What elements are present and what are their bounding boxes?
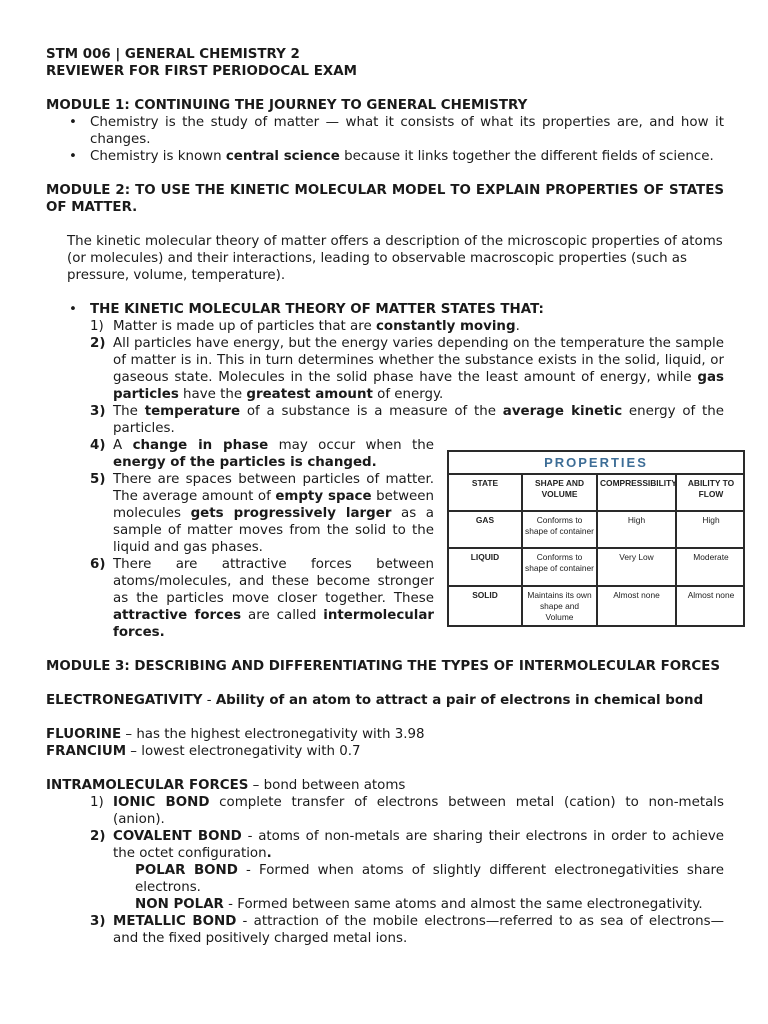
properties-grid — [449, 475, 745, 627]
bullet-icon: • — [69, 302, 77, 317]
course-title: STM 006 | GENERAL CHEMISTRY 2 — [46, 47, 300, 62]
table-cell: GAS — [449, 511, 522, 548]
table-cell: Conforms to shape of container — [522, 548, 597, 586]
table-cell: Moderate — [676, 548, 745, 586]
kmt-heading-list — [46, 301, 724, 318]
list-item: 6) There are attractive forces between atoms/molecules, and these become stronger as the particles move closer together. These attractive forces are called intermolecular forces. — [90, 557, 435, 640]
column-header: COMPRESSIBILITY — [597, 475, 676, 511]
properties-table — [447, 450, 745, 627]
list-item: 1) Matter is made up of particles that are constantly moving. — [90, 319, 520, 334]
table-row — [449, 548, 745, 586]
table-cell: High — [597, 511, 676, 548]
column-header: SHAPE AND VOLUME — [522, 475, 597, 511]
list-item: 4) A change in phase may occur when the energy of the particles is changed. — [90, 438, 434, 470]
nonpolar-bond-item: NON POLAR - Formed between same atoms and almost the same electronegativity. — [135, 897, 703, 912]
list-item: 3) The temperature of a substance is a measure of the average kinetic energy of the particles. — [90, 404, 725, 436]
francium-line: FRANCIUM – lowest electronegativity with 0.7 — [46, 744, 361, 759]
table-cell: Almost none — [597, 586, 676, 627]
table-cell: High — [676, 511, 745, 548]
table-cell: LIQUID — [449, 548, 522, 586]
fluorine-line: FLUORINE – has the highest electronegativity with 3.98 — [46, 727, 425, 742]
table-cell: Almost none — [687, 590, 735, 600]
table-cell: Very Low — [597, 548, 676, 586]
column-header: ABILITY TO FLOW — [676, 475, 745, 511]
module3-title: MODULE 3: DESCRIBING AND DIFFERENTIATING THE TYPES OF INTERMOLECULAR FORCES — [46, 659, 721, 674]
table-cell: Conforms to shape of container — [522, 511, 597, 548]
kmt-intro: The kinetic molecular theory of matter offers a description of the microscopic properties of atoms (or molecules) and their interactions, leading to observable macroscopic properties (such as pressure, volume, temperature). — [67, 234, 723, 283]
module2-title: MODULE 2: TO USE THE KINETIC MOLECULAR MODEL TO EXPLAIN PROPERTIES OF STATES OF MATTER. — [46, 183, 724, 215]
list-item: • Chemistry is known central science because it links together the different fields of science. — [69, 149, 714, 164]
bond-list — [46, 794, 724, 947]
list-item: 2) All particles have energy, but the energy varies depending on the temperature the sample of matter is in. This in turn determines whether the substance exists in the solid, liquid, or gaseous state. Molecules in the solid phase have the least amount of energy, while gas particles have the greatest amount of energy. — [90, 336, 724, 402]
bullet-icon: • — [69, 149, 77, 164]
intramolecular-line: INTRAMOLECULAR FORCES – bond between atoms — [46, 778, 406, 793]
table-cell: SOLID — [449, 586, 522, 627]
list-item: 2) COVALENT BOND - atoms of non-metals are sharing their electrons in order to achieve the octet configuration. — [90, 829, 724, 861]
list-item: • Chemistry is the study of matter — what it consists of what its properties are, and how it changes. — [69, 115, 724, 147]
properties-table-title: PROPERTIES — [449, 452, 743, 475]
module1-title: MODULE 1: CONTINUING THE JOURNEY TO GENERAL CHEMISTRY — [46, 98, 528, 113]
list-item: 5) There are spaces between particles of matter. The average amount of empty space between molecules gets progressively larger as a sample of matter moves from the solid to the liquid and gas phases. — [90, 472, 435, 555]
table-row — [449, 511, 745, 548]
list-item: 3) METALLIC BOND - attraction of the mobile electrons—referred to as sea of electrons—and the fixed positively charged metal ions. — [90, 914, 724, 946]
column-header: STATE — [449, 475, 522, 511]
list-item: 1) IONIC BOND complete transfer of electrons between metal (cation) to non-metals (anion). — [90, 795, 724, 827]
table-cell: Maintains its own shape and Volume — [522, 586, 597, 627]
bullet-icon: • — [69, 115, 77, 130]
table-header-row — [449, 475, 745, 511]
electronegativity-definition: ELECTRONEGATIVITY - Ability of an atom to attract a pair of electrons in chemical bond — [46, 693, 704, 708]
polar-bond-item: POLAR BOND - Formed when atoms of slightly different electronegativities share electrons. — [135, 863, 724, 895]
module1-bullets — [46, 114, 724, 165]
table-row — [449, 586, 745, 627]
kmt-heading: THE KINETIC MOLECULAR THEORY OF MATTER STATES THAT: — [90, 302, 544, 317]
reviewer-title: REVIEWER FOR FIRST PERIODOCAL EXAM — [46, 64, 357, 79]
list-item — [69, 301, 724, 318]
